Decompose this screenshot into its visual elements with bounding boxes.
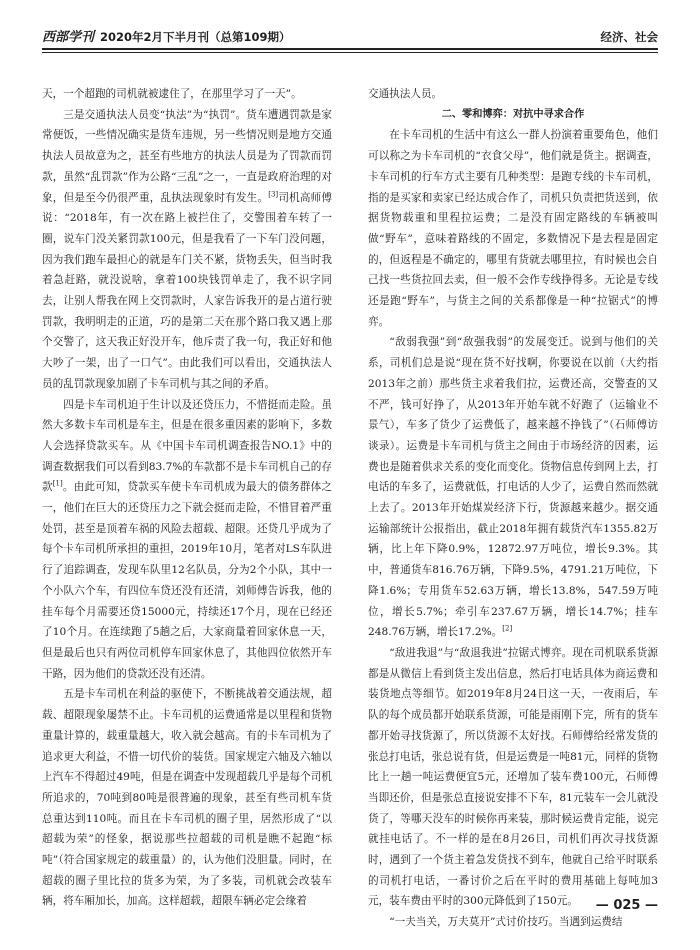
header-journal — [42, 26, 291, 45]
paragraph: 在卡车司机的生活中有这么一群人扮演着重要角色，他们可以称之为卡车司机的“衣食父母”，他们就是货主。据调查，卡车司机的行车方式主要有几种类型：是跑专线的卡车司机，指的是买家和卖家已经达成合作了，司机只负责把货送到，依据货物载重和里程拉运费；二是没有固定路线的车辆被叫做“野车”，意味着路线的不固定，多数情况下是去程是固定的，但返程是不确定的，哪里有货就去哪里拉，有时候也会自己找一些货拉回去卖，但一般不会作专线挣得多。无论是专线还是跑“野车”，与货主之间的关系都像是一种“拉锯式”的博弈。 — [368, 129, 658, 328]
journal-logo: 西部学刊 — [42, 30, 95, 45]
running-header — [42, 26, 658, 50]
page-number: — 025 — — [595, 898, 658, 913]
header-rule — [42, 52, 658, 53]
reference-mark: [3] — [268, 189, 279, 198]
paragraph: 天，一个超跑的司机就被逮住了，在那里学习了一天”。 — [42, 88, 302, 100]
paragraph: 四是卡车司机迫于生计以及还贷压力，不惜挺而走险。虽然大多数卡车司机是车主，但是在很多重因素的影响下，多数人会选择贷款买车。从《中国卡车司机调查报告NO.1》中的调查数据我们可以看到83.7%的车款都不是卡车司机自己的存款[1]。由此可知，贷款买车使卡车司机成为最大的债务群体之一，他们在巨大的还贷压力之下就会挺而走险，不惜冒着严重处罚，甚至是顶着车祸的风险去超载、超限。还贷几乎成为了每个卡车司机所承担的重担，2019年10月，笔者对LS车队进行了追踪调查，发现车队里12名队员，分为2个小队，其中一个小队六个车，有四位车贷还没有还清，刘师傅告诉我，他的挂车每个月需要还贷15000元，持续还17个月，现在已经还了10个月。在连续跑了5趟之后，大家商量着回家休息一天，但是最后也只有两位司机停车回家休息了，其他四位依然开车干路，因为他们的贷款还没有还清。 — [42, 398, 333, 680]
paragraph: 三是交通执法人员变“执法”为“执罚”。货车遭遇罚款是家常便饭，一些情况确实是货车违规，另一些情况则是地方交通执法人员故意为之，甚至有些地方的执法人员是为了罚款而罚款，虽然“乱罚款”作为公路“三乱”之一，一直是政府治理的对象，但是至今仍很严重，乱执法现象时有发生。[3]司机高师傅说：“2018年，有一次在路上被拦住了，交警围着车转了一圈，说车门没关紧罚款100元，但是我看了一下车门没问题，因为我们跑车最担心的就是车门关不紧，货物丢失，但当时我着急赶路，就没说啥，拿着100块钱罚单走了，我不识字同去，让别人帮我在网上交罚款时，人家告诉我开的是占道行驶罚款，我明明走的正道，巧的是第二天在那个路口我又遇上那个交警了，这天我正好没开车，他斥责了我一句，我正好和他大吵了一架，出了一口气”。由此我们可以看出，交通执法人员的乱罚款现象加剧了卡车司机与其之间的矛盾。 — [42, 108, 333, 390]
left-column — [42, 84, 332, 912]
paragraph: “一夫当关，万夫莫开”式讨价技巧。当遇到运费结 — [389, 916, 623, 929]
reference-mark: [1] — [52, 479, 63, 488]
issue-info: 2020年2月下半月刊（总第109期） — [100, 30, 291, 44]
paragraph: 交通执法人员。 — [368, 88, 443, 100]
section-heading: 二、零和博弈：对抗中寻求合作 — [441, 108, 585, 120]
paragraph: “敌进我退”与“敌退我进”拉锯式博弈。现在司机联系货源都是从微信上看到货主发出信息，然后打电话具体为商运费和装货地点等细节。如2019年8月24日这一天，一夜雨后，车队的每个成员都开始联系货源，可能是雨刚下完，所有的货车都开始寻找货源了，所以货源不太好找。石师傅给经常发货的张总打电话，张总说有货，但是运费是一吨81元，同样的货物比上一趟一吨运费便宜5元，还增加了装车费100元，石师傅当即还价，但是张总直接说安排不下车，81元装车一会儿就没货了，等哪天没车的时候你再来装，那时候运费肯定能，说完就挂电话了。不一样的是在8月26日，司机们再次寻找货源时，遇到了一个货主着急发货找不到车，他就自己给平时联系的司机打电话，一番讨价之后在平时的费用基础上每吨加3元，装车费由平时的300元降低到了150元。 — [368, 646, 658, 908]
section-name: 经济、社会 — [600, 30, 658, 44]
right-column — [368, 84, 658, 933]
paragraph: 五是卡车司机在利益的驱使下，不断挑战着交通法规，超载、超限现象屡禁不止。卡车司机的运费通常是以里程和货物重量计算的，载重量越大，收入就会越高。有的卡车司机为了追求更大利益，不惜一切代价的装货。国家规定六轴及六轴以上汽车不得超过49吨，但是在调查中发现超载几乎是每个司机所追求的，70吨到80吨是很普遍的现象，甚至有些司机车货总重达到110吨。而且在卡车司机的圈子里，居然形成了“以超载为荣”的怪象，据说那些拉超载的司机是瞧不起跑“标吨”（符合国家规定的载重量）的，认为他们没胆量。同时，在超载的圈子里比拉的货多为荣，为了多装，司机就会改装车辆，将车厢加长，加高。这样超载，超限车辆必定会缘着 — [42, 688, 332, 908]
reference-mark: [2] — [502, 624, 513, 633]
paragraph: “敌弱我强”到“敌强我弱”的发展变迁。说到与他们的关系，司机们总是说“现在货不好找啊，你要说在以前（大约指2013年之前）那些货主求着我们拉，运费还高，交警查的又不严，钱可好挣了，从2013年开始车就不好跑了（运输业不景气），车多了货少了运费低了，越来越不挣钱了”（石师傅访谈录）。运费是卡车司机与货主之间由于市场经济的因素，运费也是随着供求关系的变化而变化。货物信息传到网上去，打电话的车多了，运费就低，打电话的人少了，运费自然而然就上去了。2013年开始煤炭经济下行，货源越来越少。据交通运输部统计公报指出，截止2018年拥有载货汽车1355.82万辆，比上年下降0.9%，12872.97万吨位，增长9.3%。其中，普通货车816.76万辆，下降9.5%，4791.21万吨位，下降1.6%；专用货车52.63万辆，增长13.8%，547.59万吨位，增长5.7%；牵引车237.67万辆，增长14.7%；挂车248.76万辆，增长17.2%。[2] — [368, 336, 658, 639]
